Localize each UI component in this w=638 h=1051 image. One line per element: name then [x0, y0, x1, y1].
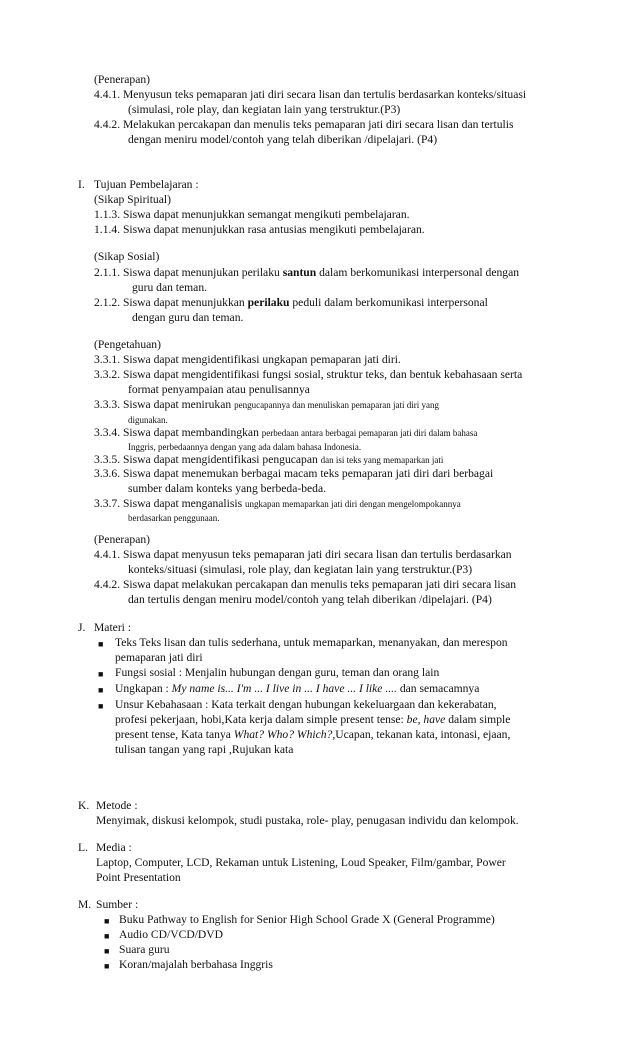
materi-item-1: Teks Teks lisan dan tulis sederhana, untuk memaparkan, menanyakan, dan merespon: [115, 636, 508, 649]
section-m-letter: M.: [78, 898, 92, 911]
objective-333: [94, 398, 439, 412]
materi-item-4-italic-question: What? Who? Which?,: [233, 728, 336, 741]
materi-item-1-cont: pemaparan jati diri: [115, 651, 203, 664]
objective-337-small: ungkapan memaparkan jati diri dengan mengelompokannya: [245, 499, 461, 509]
objective-336-cont: sumber dalam konteks yang berbeda-beda.: [128, 482, 326, 495]
objective-334: [94, 426, 477, 440]
objective-334-cont: Inggris, perbedaannya dengan yang ada dalam bahasa Indonesia.: [128, 442, 362, 452]
bullet-icon: ■: [104, 931, 110, 941]
materi-item-3-text: Ungkapan :: [115, 682, 172, 695]
competency-442-cont: dengan meniru model/contoh yang telah diberikan /dipelajari. (P4): [128, 133, 438, 146]
penerapan-label-2: (Penerapan): [94, 533, 151, 546]
objective-211-text-end: dalam berkomunikasi interpersonal dengan: [316, 266, 520, 279]
objective-335: [94, 453, 443, 467]
bullet-icon: ■: [98, 685, 104, 695]
objective-212-text-end: peduli dalam berkomunikasi interpersonal: [289, 296, 488, 309]
objective-337-text: 3.3.7. Siswa dapat menganalisis: [94, 497, 246, 510]
metode-body: Menyimak, diskusi kelompok, studi pustaka, role- play, penugasan individu dan kelompok.: [96, 814, 519, 827]
objective-212-bold: perilaku: [247, 296, 290, 309]
objective-336: 3.3.6. Siswa dapat menemukan berbagai macam teks pemaparan jati diri dari berbagai: [94, 467, 494, 480]
materi-item-4-line4: tulisan tangan yang rapi ,Rujukan kata: [115, 743, 294, 756]
objective-332: 3.3.2. Siswa dapat mengidentifikasi fungsi sosial, struktur teks, dan bentuk kebahasaan serta: [94, 368, 523, 381]
section-k-letter: K.: [78, 799, 90, 812]
materi-item-3-text-end: dan semacamnya: [396, 682, 480, 695]
objective-441: 4.4.1. Siswa dapat menyusun teks pemaparan jati diri secara lisan dan tertulis berdasarkan: [94, 548, 512, 561]
bullet-icon: ■: [104, 946, 110, 956]
pengetahuan-label: (Pengetahuan): [94, 338, 161, 351]
media-body: Laptop, Computer, LCD, Rekaman untuk Listening, Loud Speaker, Film/gambar, Power: [96, 856, 506, 869]
sumber-item-4: Koran/majalah berbahasa Inggris: [119, 958, 273, 971]
competency-441-cont: (simulasi, role play, dan kegiatan lain yang terstruktur.(P3): [128, 103, 401, 116]
objective-441-cont: konteks/situasi (simulasi, role play, dan kegiatan lain yang terstruktur.(P3): [128, 563, 473, 576]
section-i-title: Tujuan Pembelajaran :: [94, 178, 199, 191]
materi-item-4-italic-have: have: [423, 713, 446, 726]
materi-item-4-text-3-end: Ucapan, tekanan kata, intonasi, ejaan,: [335, 728, 511, 741]
section-i-letter: I.: [78, 178, 85, 191]
objective-331: 3.3.1. Siswa dapat mengidentifikasi ungkapan pemaparan jati diri.: [94, 353, 401, 366]
objective-335-text: 3.3.5. Siswa dapat mengidentifikasi pengucapan: [94, 453, 321, 466]
objective-333-cont: digunakan.: [128, 415, 168, 425]
section-l-title: Media :: [96, 841, 132, 854]
section-j-letter: J.: [78, 621, 86, 634]
objective-212: [94, 296, 488, 310]
materi-item-2: Fungsi sosial : Menjalin hubungan dengan guru, teman dan orang lain: [115, 666, 440, 679]
materi-item-4-italic-be: be: [406, 713, 418, 726]
objective-113: 1.1.3. Siswa dapat menunjukkan semangat mengikuti pembelajaran.: [94, 208, 410, 221]
objective-334-text: 3.3.4. Siswa dapat membandingkan: [94, 426, 262, 439]
materi-item-3-italic: My name is... I'm ... I live in ... I have ... I like ....: [171, 682, 397, 695]
objective-334-small: perbedaan antara berbagai pemaparan jati diri dalam bahasa: [261, 428, 478, 438]
objective-211: [94, 266, 519, 280]
sumber-item-1: Buku Pathway to English for Senior High School Grade X (General Programme): [119, 913, 495, 926]
materi-item-4-text-end: dalam simple: [445, 713, 511, 726]
objective-442-cont: dan tertulis dengan meniru model/contoh yang telah diberikan /dipelajari. (P4): [128, 593, 492, 606]
sikap-sosial-label: (Sikap Sosial): [94, 250, 160, 263]
sumber-item-3: Suara guru: [119, 943, 170, 956]
objective-211-text: 2.1.1. Siswa dapat menunjukan perilaku: [94, 266, 283, 279]
section-l-letter: L.: [78, 841, 88, 854]
competency-442: 4.4.2. Melakukan percakapan dan menulis teks pemaparan jati diri secara lisan dan tertulis: [94, 118, 514, 131]
objective-212-cont: dengan guru dan teman.: [132, 311, 244, 324]
penerapan-label: (Penerapan): [94, 73, 151, 86]
section-m-title: Sumber :: [96, 898, 139, 911]
materi-item-4-text-3: present tense, Kata tanya: [115, 728, 234, 741]
media-body-cont: Point Presentation: [96, 871, 181, 884]
bullet-icon: ■: [98, 669, 104, 679]
objective-212-text: 2.1.2. Siswa dapat menunjukkan: [94, 296, 248, 309]
objective-211-bold: santun: [282, 266, 317, 279]
objective-333-text: 3.3.3. Siswa dapat menirukan: [94, 398, 235, 411]
objective-333-small: pengucapannya dan menuliskan pemaparan jati diri yang: [234, 400, 440, 410]
sikap-spiritual-label: (Sikap Spiritual): [94, 193, 171, 206]
materi-item-4: Unsur Kebahasaan : Kata terkait dengan hubungan kekeluargaan dan kekerabatan,: [115, 698, 497, 711]
materi-item-3: [115, 682, 479, 696]
objective-337: [94, 497, 461, 511]
objective-332-cont: format penyampaian atau penulisannya: [128, 383, 310, 396]
bullet-icon: ■: [98, 701, 104, 711]
bullet-icon: ■: [98, 639, 104, 649]
bullet-icon: ■: [104, 961, 110, 971]
materi-item-4-text: profesi pekerjaan, hobi,Kata kerja dalam simple present tense:: [115, 713, 407, 726]
bullet-icon: ■: [104, 916, 110, 926]
objective-442: 4.4.2. Siswa dapat melakukan percakapan dan menulis teks pemaparan jati diri secara lisan: [94, 578, 517, 591]
section-k-title: Metode :: [96, 799, 138, 812]
objective-335-small: dan isi teks yang memaparkan jati: [320, 455, 444, 465]
competency-441: 4.4.1. Menyusun teks pemaparan jati diri secara lisan dan tertulis berdasarkan konteks/situasi: [94, 88, 527, 101]
sumber-item-2: Audio CD/VCD/DVD: [119, 928, 224, 941]
materi-item-4-comma: ,: [417, 713, 424, 726]
objective-211-cont: guru dan teman.: [132, 281, 208, 294]
objective-337-cont: berdasarkan penggunaan.: [128, 513, 220, 523]
materi-item-4-line3: [115, 728, 510, 742]
objective-114: 1.1.4. Siswa dapat menunjukkan rasa antusias mengikuti pembelajaran.: [94, 223, 425, 236]
materi-item-4-line2: [115, 713, 510, 727]
section-j-title: Materi :: [94, 621, 132, 634]
